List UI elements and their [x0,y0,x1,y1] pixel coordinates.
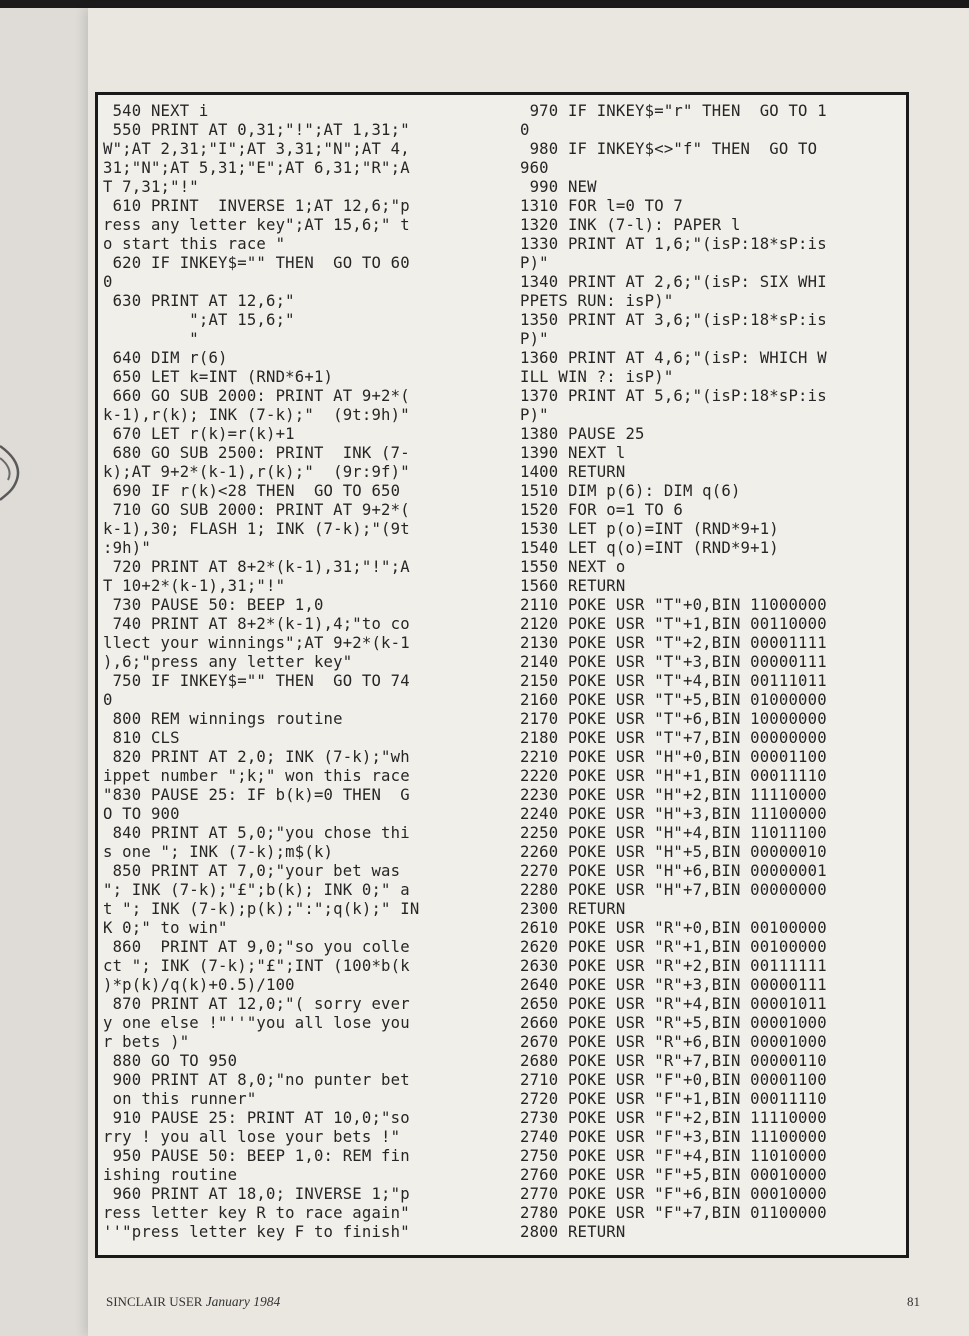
code-line: 2670 POKE USR "R"+6,BIN 00001000 [520,1033,827,1051]
code-line: " [103,330,199,348]
code-line: 660 GO SUB 2000: PRINT AT 9+2*( [103,387,410,405]
code-line: 1330 PRINT AT 1,6;"(isP:18*sP:is [520,235,827,253]
code-line: 2800 RETURN [520,1223,626,1241]
code-line: t "; INK (7-k);p(k);":";q(k);" IN [103,900,420,918]
page-number: 81 [907,1294,920,1309]
code-line: P)" [520,330,549,348]
code-line: k-1),r(k); INK (7-k);" (9t:9h)" [103,406,410,424]
page-footer-credit [106,1294,280,1310]
code-line: 1380 PAUSE 25 [520,425,645,443]
code-line: 840 PRINT AT 5,0;"you chose thi [103,824,410,842]
code-line: r bets )" [103,1033,190,1051]
code-line: 2680 POKE USR "R"+7,BIN 00000110 [520,1052,827,1070]
code-line: ishing routine [103,1166,238,1184]
code-line: P)" [520,254,549,272]
code-line: 720 PRINT AT 8+2*(k-1),31;"!";A [103,558,410,576]
binding-mark-graphic [0,438,30,508]
code-line: 2230 POKE USR "H"+2,BIN 11110000 [520,786,827,804]
code-line: 2260 POKE USR "H"+5,BIN 00000010 [520,843,827,861]
code-line: 0 [103,273,113,291]
code-line: 900 PRINT AT 8,0;"no punter bet [103,1071,410,1089]
code-line: 820 PRINT AT 2,0; INK (7-k);"wh [103,748,410,766]
code-line: 880 GO TO 950 [103,1052,238,1070]
code-line: ress letter key R to race again" [103,1204,410,1222]
code-line: 31;"N";AT 5,31;"E";AT 6,31;"R";A [103,159,410,177]
listing-column-right [520,102,905,1242]
code-line: 2650 POKE USR "R"+4,BIN 00001011 [520,995,827,1013]
code-line: 980 IF INKEY$<>"f" THEN GO TO [520,140,818,158]
code-line: 960 [520,159,549,177]
code-line: ILL WIN ?: isP)" [520,368,674,386]
code-line: 1370 PRINT AT 5,6;"(isP:18*sP:is [520,387,827,405]
code-line: 2750 POKE USR "F"+4,BIN 11010000 [520,1147,827,1165]
publication-name: SINCLAIR USER [106,1294,203,1309]
code-line: 1540 LET q(o)=INT (RND*9+1) [520,539,779,557]
code-line: 2660 POKE USR "R"+5,BIN 00001000 [520,1014,827,1032]
code-line: W";AT 2,31;"I";AT 3,31;"N";AT 4, [103,140,410,158]
code-line: 2620 POKE USR "R"+1,BIN 00100000 [520,938,827,956]
code-line: 2780 POKE USR "F"+7,BIN 01100000 [520,1204,827,1222]
code-line: 1350 PRINT AT 3,6;"(isP:18*sP:is [520,311,827,329]
code-line: 910 PAUSE 25: PRINT AT 10,0;"so [103,1109,410,1127]
code-line: 990 NEW [520,178,597,196]
code-line: K 0;" to win" [103,919,228,937]
code-line: llect your winnings";AT 9+2*(k-1 [103,634,410,652]
code-line: 1310 FOR l=0 TO 7 [520,197,683,215]
code-line: k);AT 9+2*(k-1),r(k);" (9r:9f)" [103,463,410,481]
code-line: 1390 NEXT l [520,444,626,462]
code-line: T 10+2*(k-1),31;"!" [103,577,286,595]
code-line: 690 IF r(k)<28 THEN GO TO 650 [103,482,401,500]
code-line: 650 LET k=INT (RND*6+1) [103,368,334,386]
code-line: 2630 POKE USR "R"+2,BIN 00111111 [520,957,827,975]
code-line: ress any letter key";AT 15,6;" t [103,216,410,234]
code-line: 1520 FOR o=1 TO 6 [520,501,683,519]
code-line: 1560 RETURN [520,577,626,595]
code-line: 2120 POKE USR "T"+1,BIN 00110000 [520,615,827,633]
code-line: 2110 POKE USR "T"+0,BIN 11000000 [520,596,827,614]
code-line: ct "; INK (7-k);"£";INT (100*b(k [103,957,410,975]
code-line: rry ! you all lose your bets !" [103,1128,401,1146]
code-line: 1320 INK (7-l): PAPER l [520,216,741,234]
code-line: 0 [103,691,113,709]
code-line: 1360 PRINT AT 4,6;"(isP: WHICH W [520,349,827,367]
code-line: 2220 POKE USR "H"+1,BIN 00011110 [520,767,827,785]
code-line: 2740 POKE USR "F"+3,BIN 11100000 [520,1128,827,1146]
code-line: 2170 POKE USR "T"+6,BIN 10000000 [520,710,827,728]
code-line: 2160 POKE USR "T"+5,BIN 01000000 [520,691,827,709]
code-line: 1340 PRINT AT 2,6;"(isP: SIX WHI [520,273,827,291]
code-line: 740 PRINT AT 8+2*(k-1),4;"to co [103,615,410,633]
code-line: 2770 POKE USR "F"+6,BIN 00010000 [520,1185,827,1203]
code-line: 970 IF INKEY$="r" THEN GO TO 1 [520,102,827,120]
code-line: 2300 RETURN [520,900,626,918]
code-line: 2150 POKE USR "T"+4,BIN 00111011 [520,672,827,690]
code-line: 1400 RETURN [520,463,626,481]
code-line: "830 PAUSE 25: IF b(k)=0 THEN G [103,786,410,804]
code-line: 870 PRINT AT 12,0;"( sorry ever [103,995,410,1013]
code-line: 2760 POKE USR "F"+5,BIN 00010000 [520,1166,827,1184]
code-line: ),6;"press any letter key" [103,653,353,671]
code-line: T 7,31;"!" [103,178,199,196]
code-line: 620 IF INKEY$="" THEN GO TO 60 [103,254,410,272]
code-line: )*p(k)/q(k)+0.5)/100 [103,976,295,994]
code-line: ippet number ";k;" won this race [103,767,410,785]
code-line: 810 CLS [103,729,180,747]
code-line: 1510 DIM p(6): DIM q(6) [520,482,741,500]
code-line: 2610 POKE USR "R"+0,BIN 00100000 [520,919,827,937]
code-line: 960 PRINT AT 18,0; INVERSE 1;"p [103,1185,410,1203]
code-line: on this runner" [103,1090,257,1108]
code-line: O TO 900 [103,805,180,823]
code-line: 1550 NEXT o [520,558,626,576]
code-line: s one "; INK (7-k);m$(k) [103,843,334,861]
code-line: ''"press letter key F to finish" [103,1223,410,1241]
code-line: 710 GO SUB 2000: PRINT AT 9+2*( [103,501,410,519]
code-line: 2720 POKE USR "F"+1,BIN 00011110 [520,1090,827,1108]
code-line: 2250 POKE USR "H"+4,BIN 11011100 [520,824,827,842]
code-line: 950 PAUSE 50: BEEP 1,0: REM fin [103,1147,410,1165]
listing-column-left [103,102,503,1242]
code-line: 640 DIM r(6) [103,349,228,367]
code-line: 2280 POKE USR "H"+7,BIN 00000000 [520,881,827,899]
code-line: ";AT 15,6;" [103,311,295,329]
code-line: 2140 POKE USR "T"+3,BIN 00000111 [520,653,827,671]
code-line: "; INK (7-k);"£";b(k); INK 0;" a [103,881,410,899]
code-line: 2130 POKE USR "T"+2,BIN 00001111 [520,634,827,652]
code-line: 2710 POKE USR "F"+0,BIN 00001100 [520,1071,827,1089]
code-line: 800 REM winnings routine [103,710,343,728]
code-line: o start this race " [103,235,286,253]
code-line: 540 NEXT i [103,102,209,120]
code-line: 860 PRINT AT 9,0;"so you colle [103,938,410,956]
code-line: :9h)" [103,539,151,557]
code-line: PPETS RUN: isP)" [520,292,674,310]
code-line: 630 PRINT AT 12,6;" [103,292,295,310]
code-line: 2730 POKE USR "F"+2,BIN 11110000 [520,1109,827,1127]
issue-date: January 1984 [205,1294,281,1309]
code-line: y one else !"''"you all lose you [103,1014,410,1032]
code-line: P)" [520,406,549,424]
code-line: 680 GO SUB 2500: PRINT INK (7- [103,444,410,462]
code-line: 2270 POKE USR "H"+6,BIN 00000001 [520,862,827,880]
code-line: k-1),30; FLASH 1; INK (7-k);"(9t [103,520,410,538]
code-line: 670 LET r(k)=r(k)+1 [103,425,295,443]
code-line: 1530 LET p(o)=INT (RND*9+1) [520,520,779,538]
code-line: 850 PRINT AT 7,0;"your bet was [103,862,401,880]
code-line: 2210 POKE USR "H"+0,BIN 00001100 [520,748,827,766]
code-line: 750 IF INKEY$="" THEN GO TO 74 [103,672,410,690]
code-line: 550 PRINT AT 0,31;"!";AT 1,31;" [103,121,410,139]
code-line: 2240 POKE USR "H"+3,BIN 11100000 [520,805,827,823]
code-line: 2640 POKE USR "R"+3,BIN 00000111 [520,976,827,994]
code-line: 0 [520,121,530,139]
code-line: 2180 POKE USR "T"+7,BIN 00000000 [520,729,827,747]
code-line: 730 PAUSE 50: BEEP 1,0 [103,596,324,614]
code-line: 610 PRINT INVERSE 1;AT 12,6;"p [103,197,410,215]
top-edge-band [0,0,969,8]
